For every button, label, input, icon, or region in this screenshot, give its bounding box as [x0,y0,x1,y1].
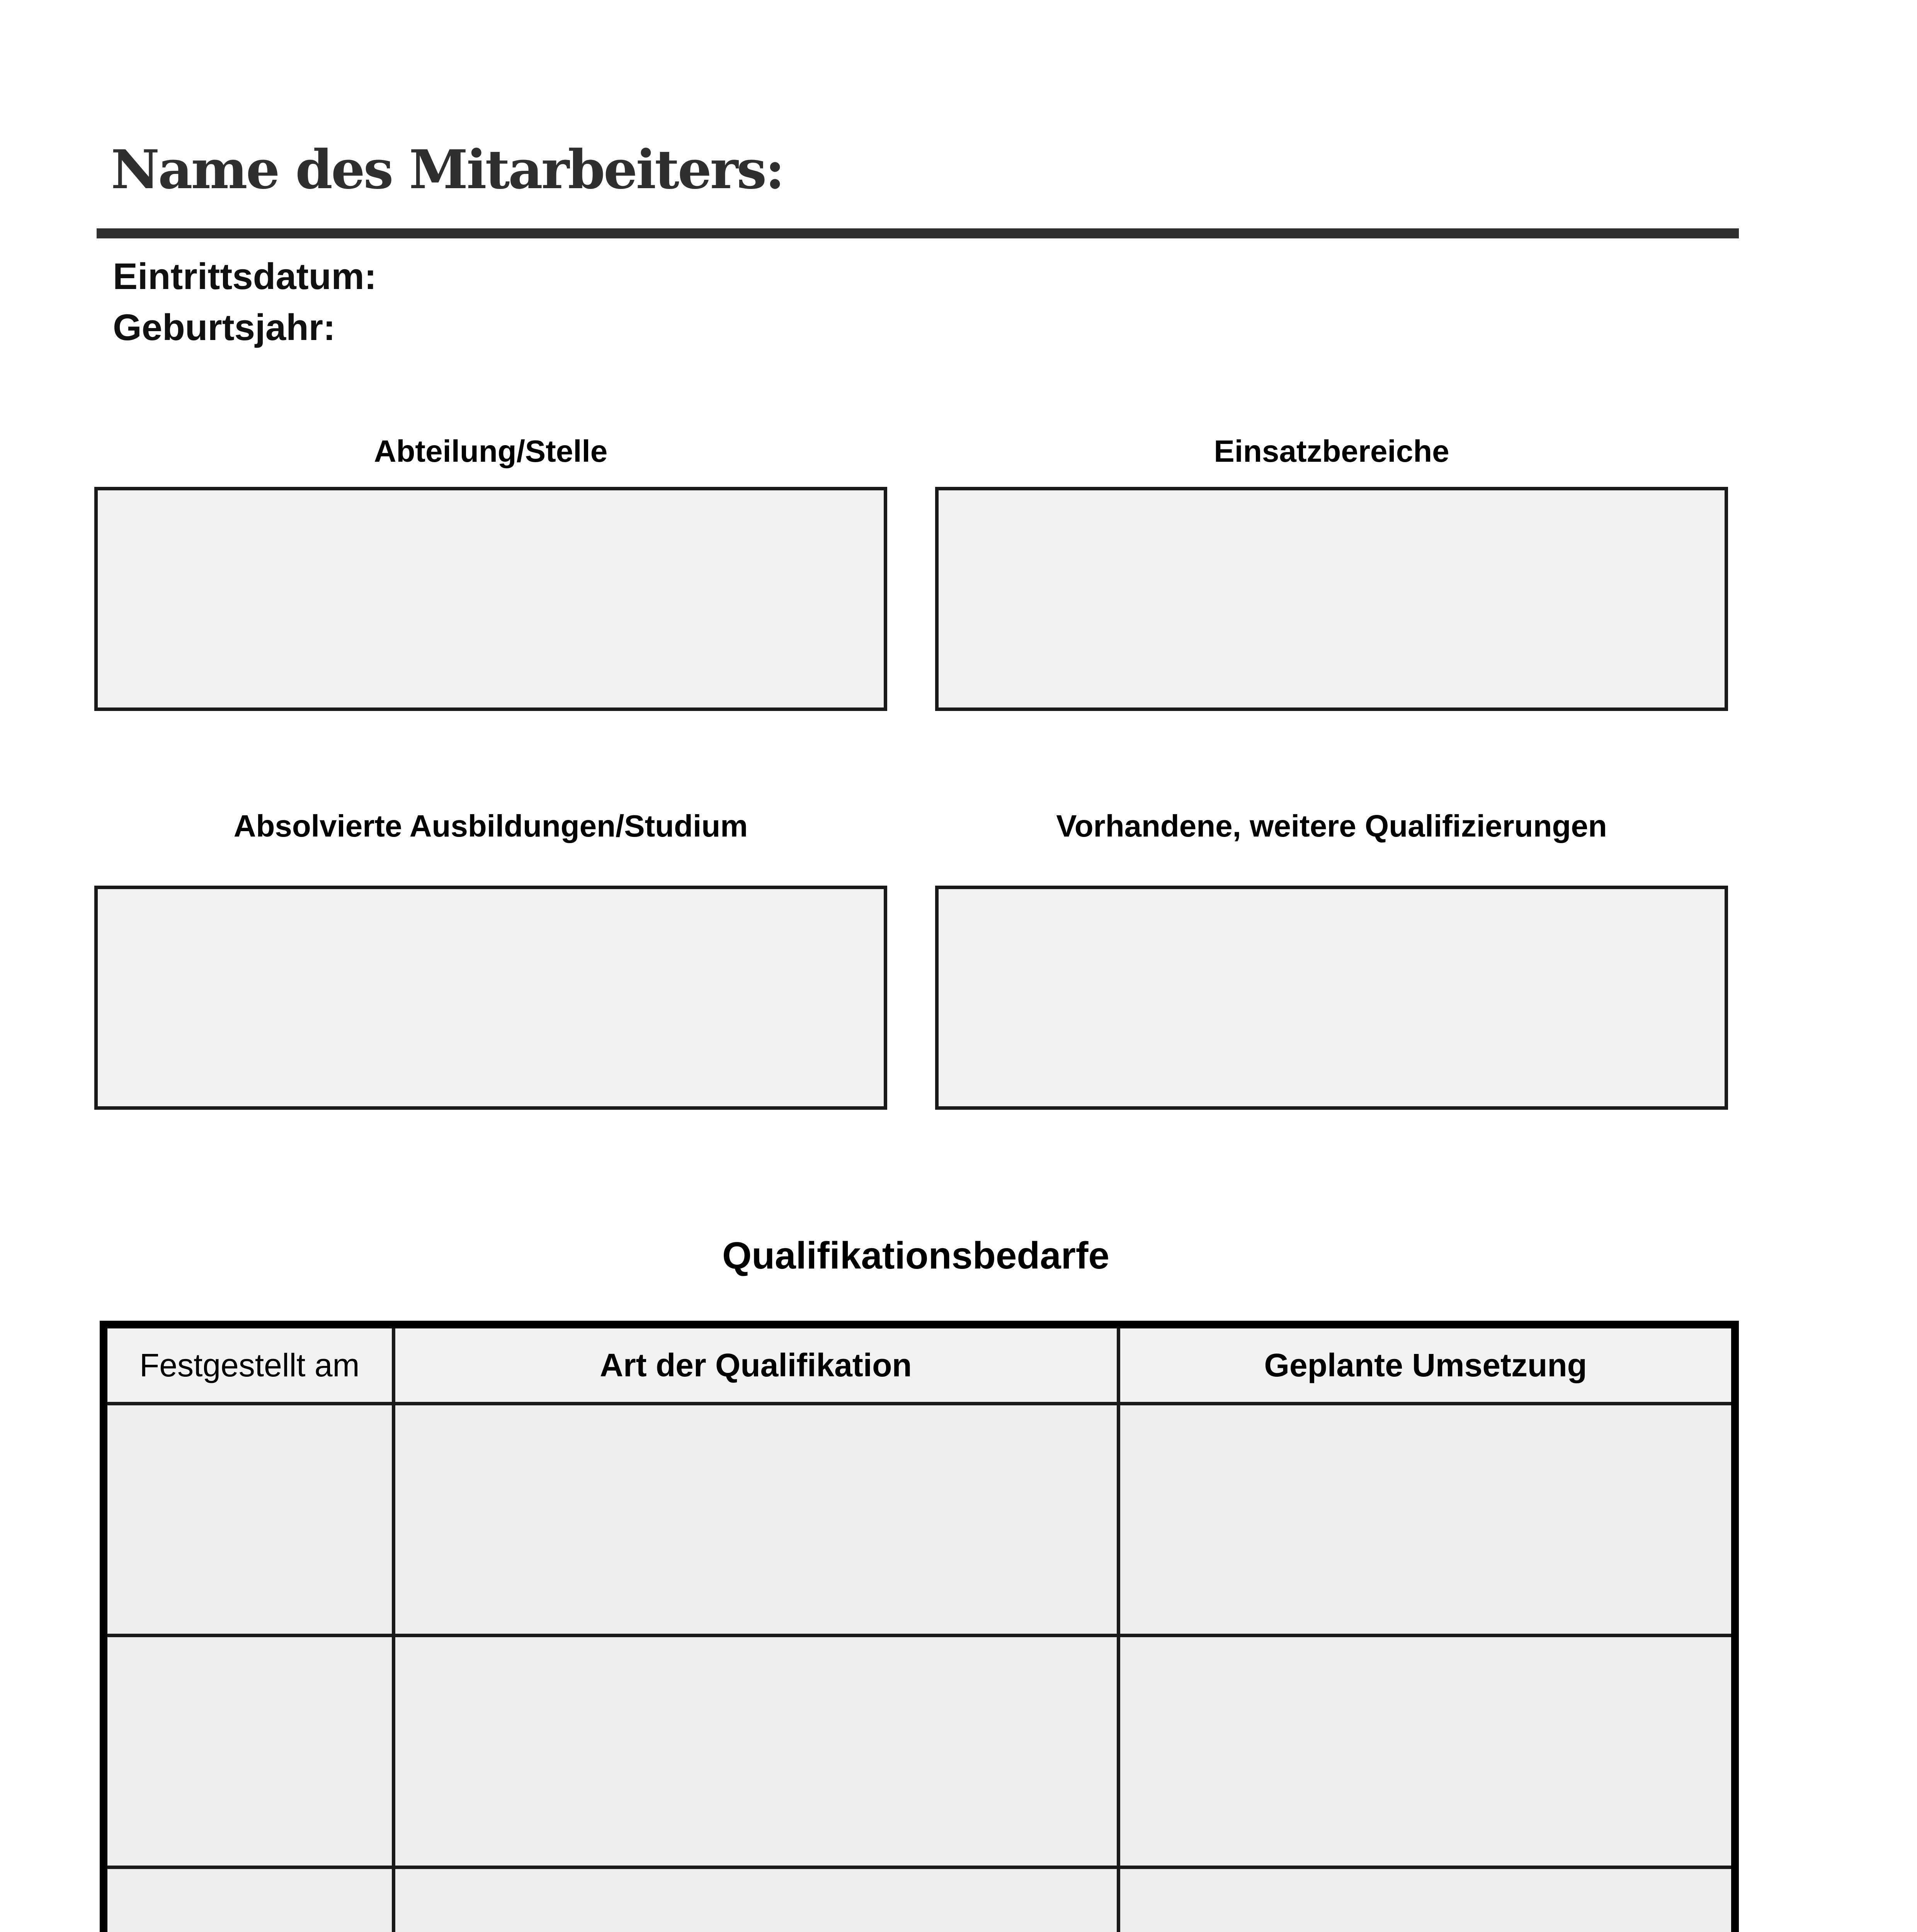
table-cell-date[interactable] [104,1867,393,1932]
department-label: Abteilung/Stelle [374,434,608,468]
entry-date-label: Eintrittsdatum: [113,256,377,297]
title-underline [97,228,1739,238]
areas-field[interactable] [935,487,1728,711]
areas-label: Einsatzbereiche [1214,434,1449,468]
table-cell-qualification-type[interactable] [393,1404,1118,1636]
qualifications-field[interactable] [935,886,1728,1110]
table-cell-qualification-type[interactable] [393,1867,1118,1932]
qualifications-label: Vorhandene, weitere Qualifizierungen [1056,809,1607,843]
qualification-needs-table [100,1321,1739,1932]
table-cell-planned-implementation[interactable] [1118,1404,1735,1636]
column-header-planned-implementation: Geplante Umsetzung [1118,1325,1735,1404]
table-cell-planned-implementation[interactable] [1118,1636,1735,1867]
birth-year-label: Geburtsjahr: [113,307,336,348]
column-header-date: Festgestellt am [104,1325,393,1404]
education-label: Absolvierte Ausbildungen/Studium [233,809,748,843]
table-row [104,1404,1735,1636]
table-header-row [104,1325,1735,1404]
qualification-needs-title: Qualifikationsbedarfe [722,1234,1109,1277]
column-header-qualification-type: Art der Qualifikation [393,1325,1118,1404]
table-row [104,1867,1735,1932]
department-field[interactable] [94,487,887,711]
table-cell-qualification-type[interactable] [393,1636,1118,1867]
table-cell-planned-implementation[interactable] [1118,1867,1735,1932]
education-field[interactable] [94,886,887,1110]
page-title: Name des Mitarbeiters: [111,138,784,201]
table-cell-date[interactable] [104,1636,393,1867]
table-row [104,1636,1735,1867]
table-cell-date[interactable] [104,1404,393,1636]
